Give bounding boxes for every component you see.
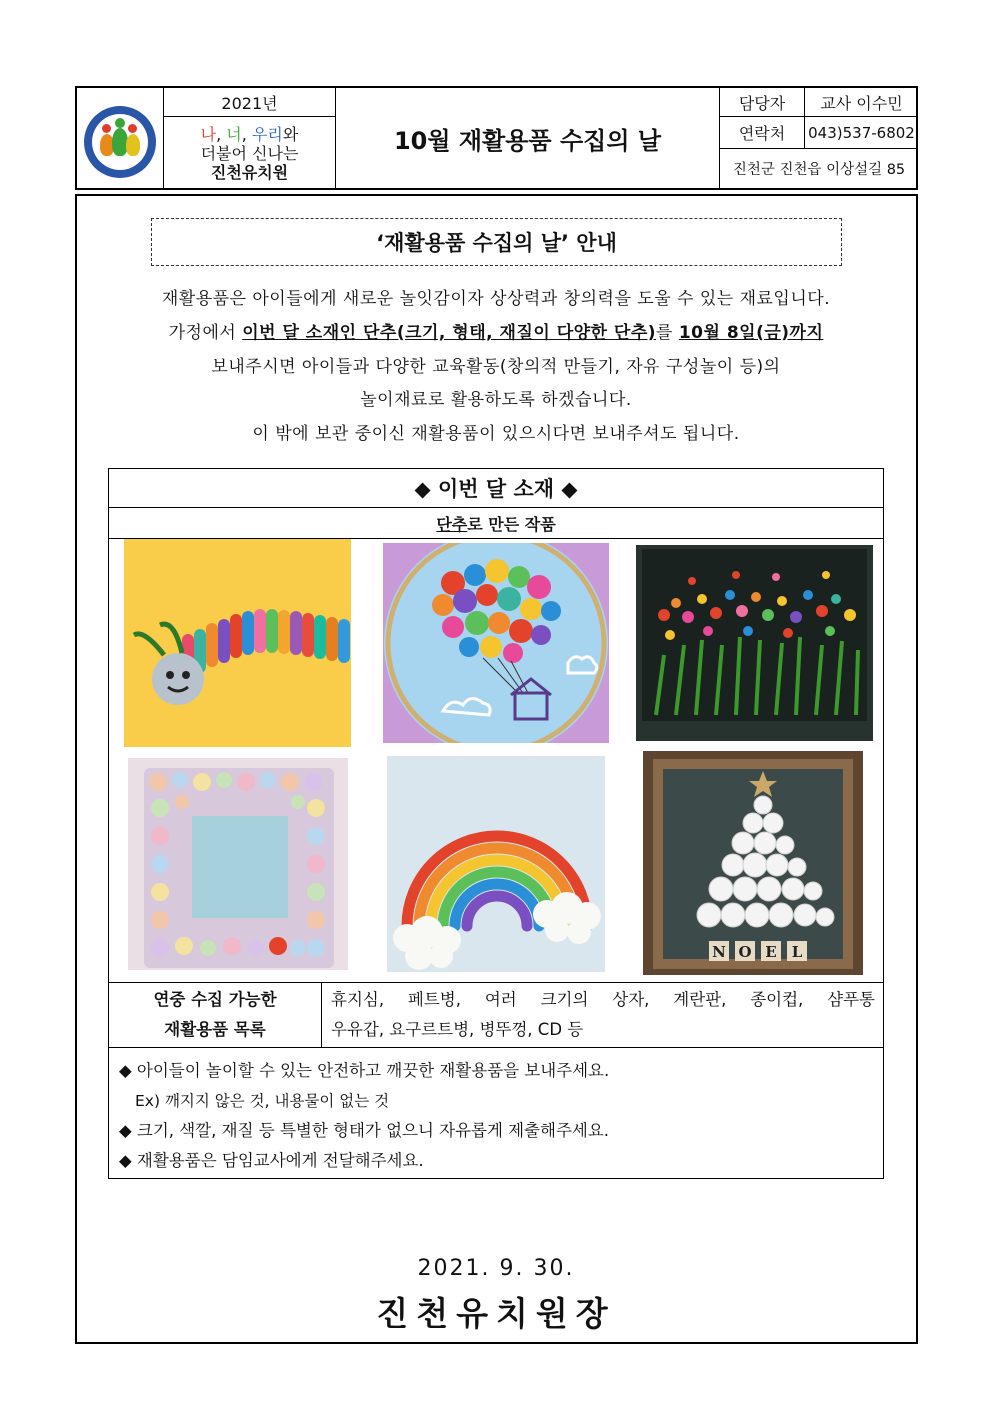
list-items-line-1: 휴지심, 페트병, 여러 크기의 상자, 계란판, 종이컵, 샴푸통 — [331, 990, 875, 1009]
list-label-line-1: 연중 수집 가능한 — [153, 990, 277, 1009]
notes-box — [108, 1047, 884, 1179]
recyclables-list-table — [108, 982, 884, 1048]
slogan-wa: 와 — [282, 125, 299, 144]
slogan-sep: , — [216, 125, 227, 144]
list-items-line-2: 우유갑, 요구르트병, 병뚜껑, CD 등 — [331, 1020, 584, 1039]
notice-highlight-material: 이번 달 소재인 단추(크기, 형태, 재질이 다양한 단추) — [242, 323, 657, 343]
header-table — [75, 86, 918, 190]
list-label — [109, 983, 322, 1047]
subheading-rest: 로 만든 작품 — [467, 514, 556, 534]
noel-letter: L — [791, 943, 803, 961]
manager-value: 교사 이수민 — [820, 93, 903, 113]
rainbow-image — [387, 756, 605, 972]
address: 진천군 진천읍 이상설길 85 — [732, 162, 906, 178]
noel-letter: O — [738, 943, 752, 961]
notice-highlight-deadline: 10월 8일(금)까지 — [678, 323, 824, 343]
button-frame-photo — [128, 758, 348, 970]
list-label-line-2: 재활용품 목록 — [164, 1020, 266, 1039]
notice-line-3: 보내주시면 아이들과 다양한 교육활동(창의적 만들기, 자유 구성놀이 등)의 — [211, 357, 781, 377]
material-subheading — [109, 508, 883, 539]
button-balloons-photo — [383, 543, 609, 743]
notice-line-2-mid: 를 — [656, 323, 679, 343]
kindergarten-logo — [84, 106, 156, 178]
caterpillar-image — [124, 539, 351, 747]
notice-line-2-prefix: 가정에서 — [168, 323, 243, 343]
balloons-image — [383, 543, 609, 743]
tree-image — [643, 751, 863, 975]
button-rainbow-photo — [387, 756, 605, 972]
frame-image — [128, 758, 348, 970]
slogan-uri: 우리 — [251, 125, 283, 144]
school-name: 진천유치원 — [210, 163, 289, 182]
principal-signature: 진천유치원장 — [376, 1294, 616, 1333]
note-2: ◆ 크기, 색깔, 재질 등 특별한 형태가 없으니 자유롭게 제출해주세요. — [119, 1121, 610, 1140]
slogan — [164, 117, 335, 190]
notice-line-5: 이 밖에 보관 중이신 재활용품이 있으시다면 보내주셔도 됩니다. — [252, 424, 740, 444]
material-heading: ◆ 이번 달 소재 ◆ — [109, 469, 883, 508]
notice-line-1: 재활용품은 아이들에게 새로운 놀잇감이자 상상력과 창의력을 도울 수 있는 재료입니다. — [161, 289, 831, 309]
noel-letter: E — [765, 943, 777, 961]
note-3: ◆ 재활용품은 담임교사에게 전달해주세요. — [119, 1151, 424, 1170]
slogan-neo: 너 — [226, 125, 242, 144]
slogan-sep: , — [241, 125, 252, 144]
logo-figures-icon — [92, 114, 148, 170]
contact-value: 043)537-6802 — [808, 123, 915, 142]
note-1: ◆ 아이들이 놀이할 수 있는 안전하고 깨끗한 재활용품을 보내주세요. — [119, 1061, 610, 1080]
slogan-line2: 더불어 신나는 — [200, 144, 299, 163]
document-title: 10월 재활용품 수집의 날 — [393, 126, 662, 155]
notice-line-4: 놀이재료로 활용하도록 하겠습니다. — [360, 390, 632, 410]
notice-line-2 — [90, 318, 902, 343]
subheading-underlined: 단추 — [436, 514, 468, 534]
manager-label: 담당자 — [738, 93, 786, 113]
contact-label: 연락처 — [738, 124, 786, 143]
year-label: 2021년 — [221, 93, 278, 113]
list-items — [331, 983, 875, 1047]
note-1-example: Ex) 깨지지 않은 것, 내용물이 없는 것 — [135, 1092, 390, 1110]
noel-letter: N — [712, 943, 726, 961]
button-tree-photo — [643, 751, 863, 975]
flowers-image — [636, 545, 873, 741]
button-caterpillar-photo — [124, 539, 351, 747]
notice-title: ‘재활용품 수집의 날’ 안내 — [151, 218, 842, 266]
slogan-na: 나 — [200, 125, 217, 144]
issue-date: 2021. 9. 30. — [417, 1256, 575, 1281]
button-flowers-photo — [636, 545, 873, 741]
